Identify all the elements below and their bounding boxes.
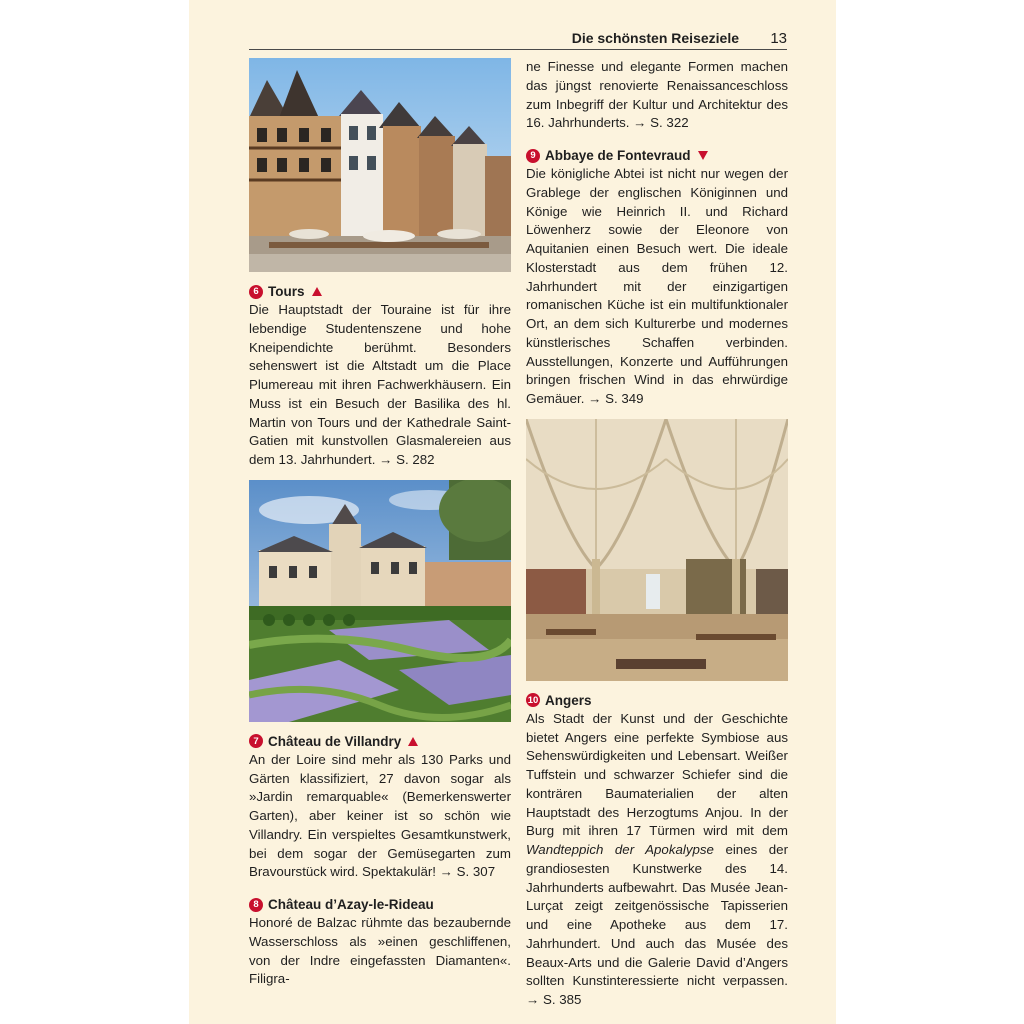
entry-heading-angers xyxy=(526,691,788,710)
entry-number-badge: 8 xyxy=(249,898,263,912)
book-page xyxy=(189,0,836,1024)
triangle-down-icon xyxy=(698,151,708,160)
section-title: Die schönsten Reiseziele xyxy=(571,30,739,46)
entry-text-tours: Die Hauptstadt der Touraine ist für ihre lebendige Studentenszene und hohe Kneipendichte berühmt. Besonders sehenswert ist die Altstadt um die Place Plumereau mit ihren Fachwerkhäusern. Ein Muss ist ein Besuch der Basilika des hl. Martin von Tours und der Kathedrale Saint-Gatien mit kunstvollen Glasmalereien aus dem 13. Jahrhundert. → S. 282 xyxy=(249,302,511,467)
entry-heading-tours xyxy=(249,282,511,301)
entry-heading-azay xyxy=(249,895,511,914)
entry-title: Angers xyxy=(545,692,592,708)
entry-number-badge: 10 xyxy=(527,694,539,706)
triangle-up-icon xyxy=(408,737,418,746)
triangle-up-icon xyxy=(312,287,322,296)
photo-tours xyxy=(249,58,511,272)
entry-heading-villandry xyxy=(249,732,511,751)
photo-fontevraud xyxy=(526,419,788,681)
entry-text-angers-italic: Wandteppich der Apokalypse xyxy=(526,842,714,857)
entry-title: Château de Villandry xyxy=(268,733,402,749)
running-header xyxy=(249,28,787,50)
entry-text-fontevraud: Die königliche Abtei ist nicht nur wegen der Grablege der englischen Königinnen und Könige wie Heinrich II. und Richard Löwenherz sowie der Eleonore von Aquitanien einen Besuch wert. Die ideale Klosterstadt aus dem frühen 12. Jahrhundert mit der einzigartigen romanischen Küche ist ein multifunktionaler Ort, an dem sich Kulturerbe und modernes künstlerisches Schaffen verbinden. Ausstellungen, Konzerte und Aufführungen bringen frischen Wind in das ehrwürdige Gemäuer. → S. 349 xyxy=(526,166,788,406)
entry-text-azay: Honoré de Balzac rühmte das bezaubernde Wasserschloss als »einen geschliffenen, von der Indre eingefassten Diamanten«. Filigra- xyxy=(249,915,511,987)
entry-heading-fontevraud xyxy=(526,146,788,165)
entry-text-angers-part-b: eines der grandiosesten Kunstwerke des 14. Jahrhunderts aufbewahrt. Das Musée Jean-Lurçat zeigt zeitgenössische Tapisserien und eine Apotheke aus dem 17. Jahrhundert. Und auch das Musée des Beaux-Arts und die Galerie David d’Angers sollten Kunstinteressierte nicht verpassen. → S. 385 xyxy=(526,842,788,1007)
entry-text-angers xyxy=(526,710,788,1010)
entry-text-villandry: An der Loire sind mehr als 130 Parks und Gärten klassifiziert, 27 davon sogar als »Jardin remarquable« (Bemerkenswerter Garten), aber keiner ist so schön wie Villandry. Ein verspieltes Gesamtkunstwerk, bei dem sogar der Gemüsegarten zum Bravourstück wird. Spektakulär! → S. 307 xyxy=(249,751,511,880)
right-column xyxy=(526,58,788,1010)
entry-title: Château d’Azay-le-Rideau xyxy=(268,897,434,912)
entry-number-badge: 7 xyxy=(249,734,263,748)
photo-villandry xyxy=(249,480,511,722)
entry-text-angers-part-a: Als Stadt der Kunst und der Geschichte bietet Angers eine perfekte Symbiose aus Sehenswürdigkeiten und Lebensart. Weißer Tuffstein und schwarzer Schiefer sind die konträren Baumaterialien der alten Hauptstadt des Herzogtums Anjou. In der Burg mit ihren 17 Türmen wird mit dem xyxy=(526,710,788,839)
entry-text-azay-continued: ne Finesse und elegante Formen machen das jüngst renovierte Renaissanceschloss zum Inbegriff der Kultur und Architektur des 16. Jahrhunderts. → S. 322 xyxy=(526,59,788,131)
left-column xyxy=(249,58,511,989)
entry-number-badge: 9 xyxy=(526,149,540,163)
entry-title: Tours xyxy=(268,284,305,299)
entry-number-badge: 6 xyxy=(249,285,263,299)
page-number: 13 xyxy=(770,30,787,47)
entry-title: Abbaye de Fontevraud xyxy=(545,148,691,163)
